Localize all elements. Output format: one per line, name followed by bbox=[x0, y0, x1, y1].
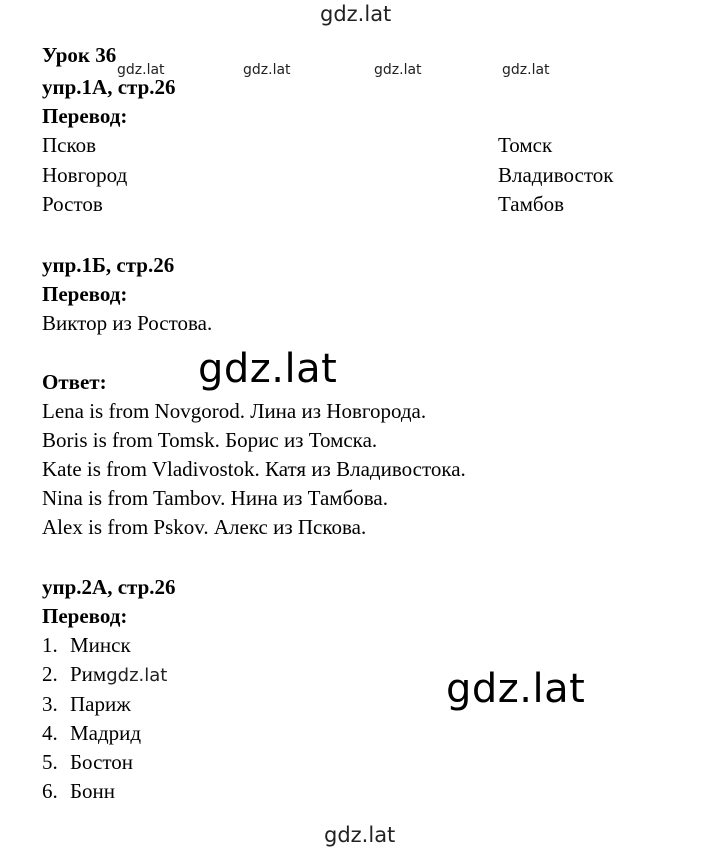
list-item-number: 4. bbox=[42, 721, 58, 745]
list-item bbox=[42, 664, 167, 685]
ex1a-heading: упр.1А, стр.26 bbox=[42, 75, 176, 99]
ex1a-left-item: Ростов bbox=[42, 192, 103, 216]
watermark-small-1: gdz.lat bbox=[117, 62, 165, 78]
watermark-inline: gdz.lat bbox=[106, 665, 168, 686]
watermark-small-3: gdz.lat bbox=[374, 62, 422, 78]
ex1a-left-item: Псков bbox=[42, 133, 97, 157]
ex1b-label: Перевод: bbox=[42, 282, 128, 306]
list-item bbox=[42, 752, 133, 773]
list-item bbox=[42, 781, 115, 802]
list-item-text: Рим bbox=[70, 662, 107, 686]
watermark-big-2: gdz.lat bbox=[446, 666, 586, 712]
list-item-number: 1. bbox=[42, 633, 58, 657]
list-item-text: Париж bbox=[70, 692, 131, 716]
list-item-number: 2. bbox=[42, 662, 58, 686]
list-item bbox=[42, 694, 131, 715]
list-item-text: Минск bbox=[70, 633, 131, 657]
watermark-small-2: gdz.lat bbox=[243, 62, 291, 78]
watermark-big-1: gdz.lat bbox=[198, 346, 338, 392]
ex1a-right-item: Тамбов bbox=[498, 192, 565, 216]
list-item-text: Бонн bbox=[70, 779, 116, 803]
watermark-small-4: gdz.lat bbox=[502, 62, 550, 78]
ex1a-left-item: Новгород bbox=[42, 163, 128, 187]
list-item bbox=[42, 635, 131, 656]
ex1a-label: Перевод: bbox=[42, 104, 128, 128]
ex1b-answer-label: Ответ: bbox=[42, 370, 107, 394]
list-item-number: 5. bbox=[42, 750, 58, 774]
answer-line: Alex is from Pskov. Алекс из Пскова. bbox=[42, 515, 367, 539]
ex1a-right-item: Владивосток bbox=[498, 163, 614, 187]
ex1b-heading: упр.1Б, стр.26 bbox=[42, 253, 175, 277]
watermark-top: gdz.lat bbox=[320, 2, 392, 26]
answer-line: Kate is from Vladivostok. Катя из Владивостока. bbox=[42, 457, 466, 481]
watermark-bottom: gdz.lat bbox=[324, 823, 396, 847]
ex2a-heading: упр.2А, стр.26 bbox=[42, 575, 176, 599]
ex2a-label: Перевод: bbox=[42, 604, 128, 628]
list-item-number: 6. bbox=[42, 779, 58, 803]
ex1a-right-item: Томск bbox=[498, 133, 553, 157]
list-item-number: 3. bbox=[42, 692, 58, 716]
list-item-text: Бостон bbox=[70, 750, 134, 774]
lesson-title: Урок 36 bbox=[42, 43, 117, 67]
answer-line: Lena is from Novgorod. Лина из Новгорода. bbox=[42, 399, 427, 423]
list-item bbox=[42, 723, 141, 744]
answer-line: Boris is from Tomsk. Борис из Томска. bbox=[42, 428, 378, 452]
ex1b-text: Виктор из Ростова. bbox=[42, 311, 213, 335]
list-item-text: Мадрид bbox=[70, 721, 142, 745]
answer-line: Nina is from Tambov. Нина из Тамбова. bbox=[42, 486, 388, 510]
